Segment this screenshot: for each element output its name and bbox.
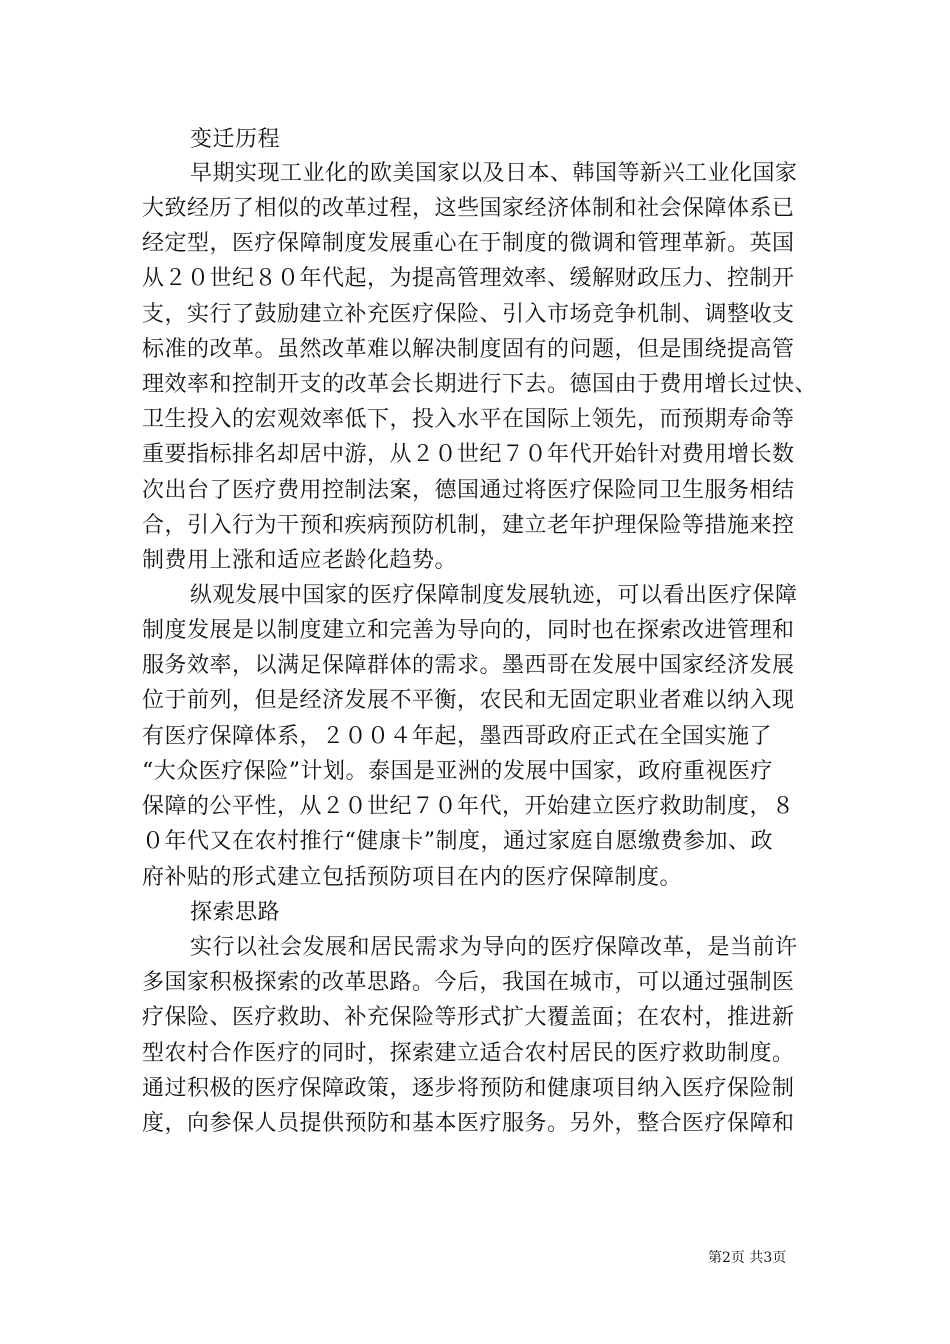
paragraph-line: 保障的公平性，从２０世纪７０年代，开始建立医疗救助制度，８ bbox=[142, 794, 795, 819]
paragraph-line: 重要指标排名却居中游，从２０世纪７０年代开始针对费用增长数 bbox=[142, 442, 795, 467]
paragraph-line: 经定型，医疗保障制度发展重心在于制度的微调和管理革新。英国 bbox=[142, 231, 795, 256]
paragraph-line: 通过积极的医疗保障政策，逐步将预防和健康项目纳入医疗保险制 bbox=[142, 1076, 795, 1101]
paragraph-line: 型农村合作医疗的同时，探索建立适合农村居民的医疗救助制度。 bbox=[142, 1041, 795, 1066]
section-heading-approach: 探索思路 bbox=[190, 900, 281, 925]
paragraph-line: 支，实行了鼓励建立补充医疗保险、引入市场竞争机制、调整收支 bbox=[142, 302, 795, 327]
paragraph-line: ０年代又在农村推行“健康卡”制度，通过家庭自愿缴费参加、政 bbox=[142, 829, 773, 854]
paragraph-line: 府补贴的形式建立包括预防项目在内的医疗保障制度。 bbox=[142, 865, 683, 890]
paragraph-line: 位于前列，但是经济发展不平衡，农民和无固定职业者难以纳入现 bbox=[142, 688, 795, 713]
paragraph-line: 合，引入行为干预和疾病预防机制，建立老年护理保险等措施来控 bbox=[142, 513, 795, 538]
paragraph-line: 多国家积极探索的改革思路。今后，我国在城市，可以通过强制医 bbox=[142, 970, 795, 995]
paragraph-line: 度，向参保人员提供预防和基本医疗服务。另外，整合医疗保障和 bbox=[142, 1111, 795, 1136]
paragraph-line: 大致经历了相似的改革过程，这些国家经济体制和社会保障体系已 bbox=[142, 196, 795, 221]
section-heading-history: 变迁历程 bbox=[190, 127, 281, 152]
paragraph-line: 实行以社会发展和居民需求为导向的医疗保障改革，是当前许 bbox=[190, 935, 798, 960]
paragraph-line: 纵观发展中国家的医疗保障制度发展轨迹，可以看出医疗保障 bbox=[190, 583, 798, 608]
paragraph-line: 从２０世纪８０年代起，为提高管理效率、缓解财政压力、控制开 bbox=[142, 266, 795, 291]
paragraph-line: 制费用上涨和适应老龄化趋势。 bbox=[142, 548, 458, 573]
paragraph-line: 卫生投入的宏观效率低下，投入水平在国际上领先，而预期寿命等 bbox=[142, 407, 795, 432]
paragraph-line: 制度发展是以制度建立和完善为导向的，同时也在探索改进管理和 bbox=[142, 618, 795, 643]
paragraph-line: “大众医疗保险”计划。泰国是亚洲的发展中国家，政府重视医疗 bbox=[142, 759, 773, 784]
page-number-footer: 第2页 共3页 bbox=[708, 1250, 787, 1266]
paragraph-line: 理效率和控制开支的改革会长期进行下去。德国由于费用增长过快、 bbox=[142, 372, 818, 397]
paragraph-line: 疗保险、医疗救助、补充保险等形式扩大覆盖面；在农村，推进新 bbox=[142, 1005, 795, 1030]
paragraph-line: 早期实现工业化的欧美国家以及日本、韩国等新兴工业化国家 bbox=[190, 161, 798, 186]
paragraph-line: 有医疗保障体系，２００４年起，墨西哥政府正式在全国实施了 bbox=[142, 724, 773, 749]
paragraph-line: 服务效率，以满足保障群体的需求。墨西哥在发展中国家经济发展 bbox=[142, 653, 795, 678]
paragraph-line: 次出台了医疗费用控制法案，德国通过将医疗保险同卫生服务相结 bbox=[142, 478, 795, 503]
paragraph-line: 标准的改革。虽然改革难以解决制度固有的问题，但是围绕提高管 bbox=[142, 337, 795, 362]
